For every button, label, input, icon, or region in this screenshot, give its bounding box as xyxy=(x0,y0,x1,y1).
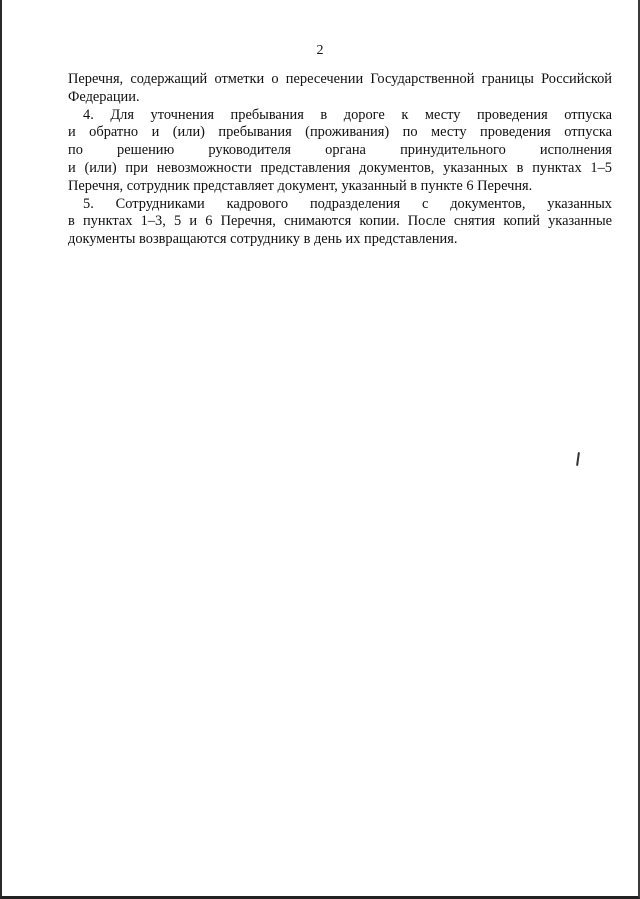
text-line: в пунктах 1–3, 5 и 6 Перечня, снимаются копии. После снятия копий указанные xyxy=(68,213,612,230)
text-line: и обратно и (или) пребывания (проживания) по месту проведения отпуска xyxy=(68,124,612,141)
text-line: по решению руководителя органа принудительного исполнения xyxy=(68,142,612,159)
text-line: документы возвращаются сотруднику в день их представления. xyxy=(68,231,458,248)
page-number: 2 xyxy=(316,43,324,58)
paragraph-4 xyxy=(68,107,612,196)
text-line: Федерации. xyxy=(68,88,140,105)
text-line: 5. Сотрудниками кадрового подразделения с документов, указанных xyxy=(83,195,612,212)
paragraph-1 xyxy=(68,71,612,107)
text-line: и (или) при невозможности представления документов, указанных в пунктах 1–5 xyxy=(68,159,612,176)
paragraph-5 xyxy=(68,196,612,249)
text-line: 4. Для уточнения пребывания в дороге к месту проведения отпуска xyxy=(83,106,612,123)
text-line: Перечня, сотрудник представляет документ, указанный в пункте 6 Перечня. xyxy=(68,177,533,194)
text-line: Перечня, содержащий отметки о пересечении Государственной границы Российской xyxy=(68,71,612,87)
document-body xyxy=(68,71,612,249)
